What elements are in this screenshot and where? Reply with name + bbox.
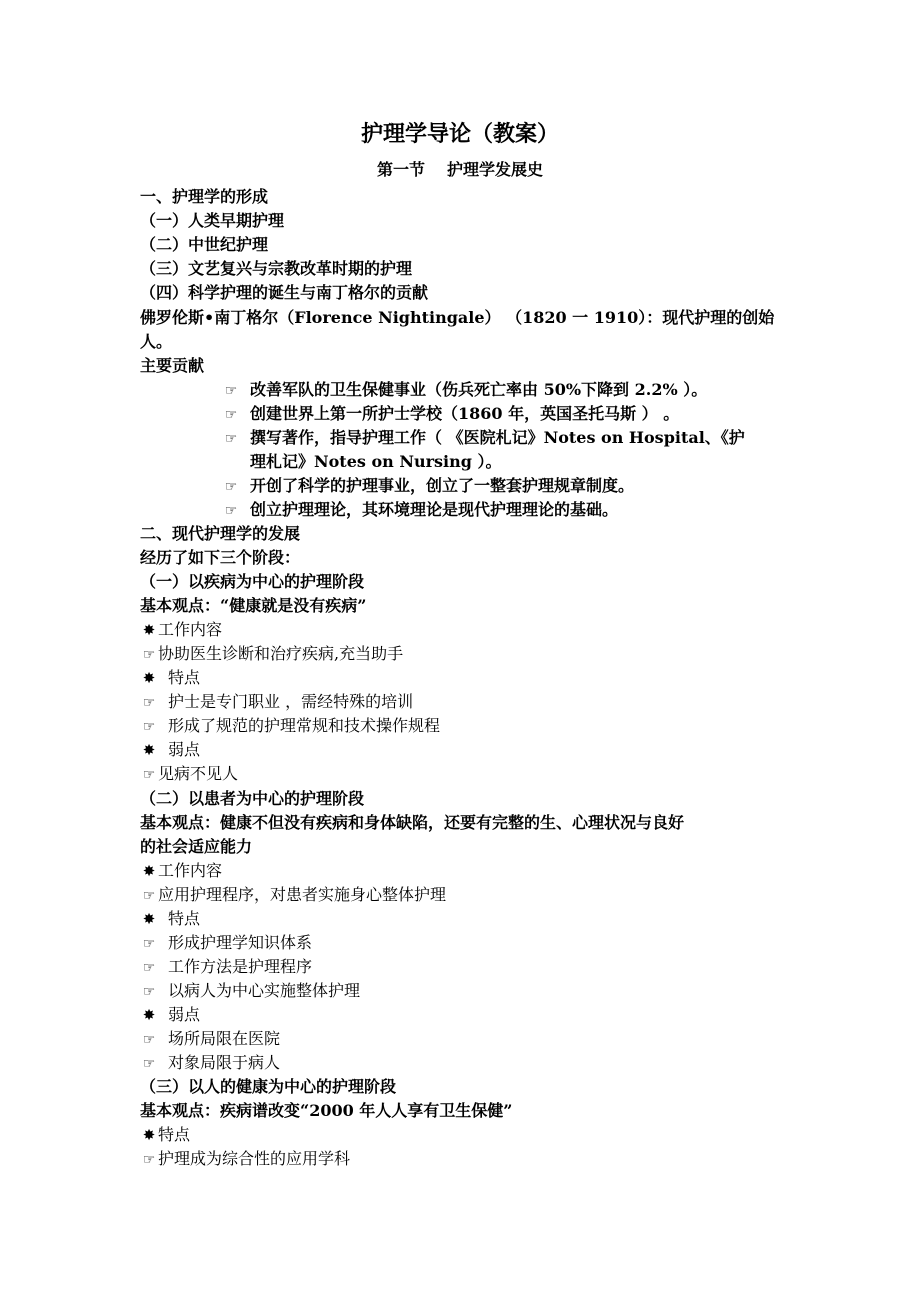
section-title: 护理学发展史 <box>447 160 544 179</box>
stage2-work-label: ✸ 工作内容 <box>140 859 790 883</box>
star-bullet-icon: ✸ <box>142 1126 156 1144</box>
stage2-title: （二）以患者为中心的护理阶段 <box>140 789 365 808</box>
page-title: 护理学导论（教案） <box>360 121 559 147</box>
pointing-hand-icon: ☞ <box>224 383 238 399</box>
stage3-feature-label: ✸ 特点 <box>140 1123 790 1147</box>
history-item: （四）科学护理的诞生与南丁格尔的贡献 <box>140 283 429 302</box>
nightingale-line-cont: 人。 <box>140 332 173 351</box>
history-item: （三）文艺复兴与宗教改革时期的护理 <box>140 259 413 278</box>
contribution-item-cont: 理札记》Notes on Nursing ）。 <box>250 452 502 471</box>
stage1-work-item: ☞ 协助医生诊断和治疗疾病,充当助手 <box>140 642 790 667</box>
pointing-hand-icon: ☞ <box>142 960 156 976</box>
stage2-weak-item: ☞ 场所局限在医院 <box>140 1027 790 1052</box>
pointing-hand-icon: ☞ <box>142 695 156 711</box>
star-bullet-icon: ✸ <box>142 741 156 759</box>
pointing-hand-icon: ☞ <box>142 1056 156 1072</box>
modern-heading: 二、现代护理学的发展 <box>140 524 301 543</box>
contribution-item: ☞ 撰写著作，指导护理工作（ 《医院札记》Notes on Hospital、《护 <box>222 426 792 451</box>
pointing-hand-icon: ☞ <box>224 479 238 495</box>
star-bullet-icon: ✸ <box>142 910 156 928</box>
pointing-hand-icon: ☞ <box>224 431 238 447</box>
stage3-feature-item: ☞ 护理成为综合性的应用学科 <box>140 1147 790 1172</box>
section-heading <box>0 158 920 182</box>
stage1-feature-item: ☞ 形成了规范的护理常规和技术操作规程 <box>140 714 790 739</box>
contribution-item: ☞ 开创了科学的护理事业，创立了一整套护理规章制度。 <box>222 474 792 499</box>
pointing-hand-icon: ☞ <box>142 936 156 952</box>
pointing-hand-icon: ☞ <box>224 407 238 423</box>
stage2-weak-item: ☞ 对象局限于病人 <box>140 1051 790 1076</box>
stage1-work-label: ✸ 工作内容 <box>140 618 790 642</box>
pointing-hand-icon: ☞ <box>142 719 156 735</box>
stage1-weak-item: ☞ 见病不见人 <box>140 762 790 787</box>
stage1-weak-label: ✸ 弱点 <box>140 738 790 762</box>
section-label: 第一节 <box>376 160 425 179</box>
contribution-item: ☞ 创立护理理论，其环境理论是现代护理理论的基础。 <box>222 498 792 523</box>
stage2-view: 基本观点：健康不但没有疾病和身体缺陷，还要有完整的生、心理状况与良好 <box>140 813 685 832</box>
contribution-item: ☞ 创建世界上第一所护士学校（1860 年，英国圣托马斯 ） 。 <box>222 402 792 427</box>
stage2-feature-item: ☞ 工作方法是护理程序 <box>140 955 790 980</box>
pointing-hand-icon: ☞ <box>224 503 238 519</box>
star-bullet-icon: ✸ <box>142 862 156 880</box>
stage3-view: 基本观点：疾病谱改变“2000 年人人享有卫生保健” <box>140 1101 513 1120</box>
history-heading: 一、护理学的形成 <box>140 187 269 206</box>
stage2-feature-item: ☞ 形成护理学知识体系 <box>140 931 790 956</box>
stage2-work-item: ☞ 应用护理程序，对患者实施身心整体护理 <box>140 883 790 908</box>
pointing-hand-icon: ☞ <box>142 1152 156 1168</box>
stage3-title: （三）以人的健康为中心的护理阶段 <box>140 1077 397 1096</box>
stage2-weak-label: ✸ 弱点 <box>140 1003 790 1027</box>
contribution-item: ☞ 改善军队的卫生保健事业（伤兵死亡率由 50%下降到 2.2% ）。 <box>222 378 792 403</box>
stage2-view-cont: 的社会适应能力 <box>140 837 253 856</box>
stage1-title: （一）以疾病为中心的护理阶段 <box>140 572 365 591</box>
stage1-view: 基本观点：“健康就是没有疾病” <box>140 596 367 615</box>
star-bullet-icon: ✸ <box>142 669 156 687</box>
pointing-hand-icon: ☞ <box>142 647 156 663</box>
contributions-heading: 主要贡献 <box>140 356 205 375</box>
stage1-feature-item: ☞ 护士是专门职业 ，需经特殊的培训 <box>140 690 790 715</box>
star-bullet-icon: ✸ <box>142 1006 156 1024</box>
star-bullet-icon: ✸ <box>142 621 156 639</box>
pointing-hand-icon: ☞ <box>142 888 156 904</box>
pointing-hand-icon: ☞ <box>142 1032 156 1048</box>
nightingale-line: 佛罗伦斯•南丁格尔（Florence Nightingale） （1820 一 1910）：现代护理的创始 <box>140 308 775 327</box>
modern-intro: 经历了如下三个阶段： <box>140 548 301 567</box>
pointing-hand-icon: ☞ <box>142 767 156 783</box>
stage2-feature-label: ✸ 特点 <box>140 907 790 931</box>
history-item: （二）中世纪护理 <box>140 235 269 254</box>
stage2-feature-item: ☞ 以病人为中心实施整体护理 <box>140 979 790 1004</box>
stage1-feature-label: ✸ 特点 <box>140 666 790 690</box>
pointing-hand-icon: ☞ <box>142 984 156 1000</box>
history-item: （一）人类早期护理 <box>140 211 285 230</box>
